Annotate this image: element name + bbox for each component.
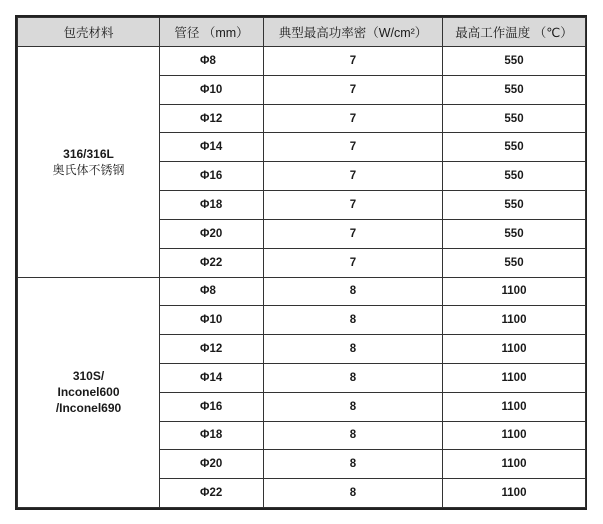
header-sheath-material: 包壳材料: [18, 18, 160, 47]
power-density-cell: 7: [264, 47, 443, 76]
max-temp-cell: 1100: [443, 421, 586, 450]
header-max-temperature: 最高工作温度 （℃）: [443, 18, 586, 47]
power-density-cell: 7: [264, 162, 443, 191]
power-density-cell: 8: [264, 363, 443, 392]
diameter-cell: Φ20: [160, 450, 264, 479]
max-temp-cell: 1100: [443, 277, 586, 306]
max-temp-cell: 550: [443, 75, 586, 104]
power-density-cell: 8: [264, 392, 443, 421]
material-extra: /Inconel690: [55, 401, 122, 416]
max-temp-cell: 550: [443, 248, 586, 277]
power-density-cell: 7: [264, 191, 443, 220]
max-temp-cell: 550: [443, 191, 586, 220]
diameter-cell: Φ18: [160, 191, 264, 220]
table-row: [18, 47, 586, 76]
diameter-cell: Φ14: [160, 133, 264, 162]
max-temp-cell: 1100: [443, 306, 586, 335]
diameter-cell: Φ10: [160, 306, 264, 335]
material-code: 310S/: [72, 369, 105, 384]
spec-table: [17, 17, 586, 508]
diameter-cell: Φ22: [160, 479, 264, 508]
table-row: [18, 277, 586, 306]
power-density-cell: 8: [264, 306, 443, 335]
max-temp-cell: 1100: [443, 479, 586, 508]
power-density-cell: 8: [264, 450, 443, 479]
table-body: [18, 47, 586, 508]
header-tube-diameter: 管径 （mm）: [160, 18, 264, 47]
max-temp-cell: 550: [443, 104, 586, 133]
diameter-cell: Φ10: [160, 75, 264, 104]
max-temp-cell: 550: [443, 162, 586, 191]
diameter-cell: Φ18: [160, 421, 264, 450]
diameter-cell: Φ20: [160, 219, 264, 248]
table-header: [18, 18, 586, 47]
max-temp-cell: 550: [443, 219, 586, 248]
diameter-cell: Φ12: [160, 104, 264, 133]
power-density-cell: 7: [264, 133, 443, 162]
diameter-cell: Φ8: [160, 277, 264, 306]
diameter-cell: Φ16: [160, 392, 264, 421]
max-temp-cell: 550: [443, 133, 586, 162]
material-cell: [18, 277, 160, 508]
max-temp-cell: 1100: [443, 335, 586, 364]
header-power-density: 典型最高功率密（W/cm²）: [264, 18, 443, 47]
max-temp-cell: 550: [443, 47, 586, 76]
power-density-cell: 7: [264, 219, 443, 248]
header-row: [18, 18, 586, 47]
diameter-cell: Φ16: [160, 162, 264, 191]
material-code: 316/316L: [63, 146, 114, 161]
material-name: 奥氏体不锈钢: [52, 162, 125, 177]
power-density-cell: 8: [264, 421, 443, 450]
power-density-cell: 7: [264, 75, 443, 104]
diameter-cell: Φ14: [160, 363, 264, 392]
max-temp-cell: 1100: [443, 392, 586, 421]
material-name: Inconel600: [57, 385, 120, 400]
diameter-cell: Φ8: [160, 47, 264, 76]
power-density-cell: 8: [264, 479, 443, 508]
power-density-cell: 7: [264, 104, 443, 133]
max-temp-cell: 1100: [443, 363, 586, 392]
power-density-cell: 8: [264, 277, 443, 306]
power-density-cell: 8: [264, 335, 443, 364]
power-density-cell: 7: [264, 248, 443, 277]
max-temp-cell: 1100: [443, 450, 586, 479]
material-cell: [18, 47, 160, 278]
diameter-cell: Φ22: [160, 248, 264, 277]
diameter-cell: Φ12: [160, 335, 264, 364]
spec-table-frame: [15, 15, 587, 510]
